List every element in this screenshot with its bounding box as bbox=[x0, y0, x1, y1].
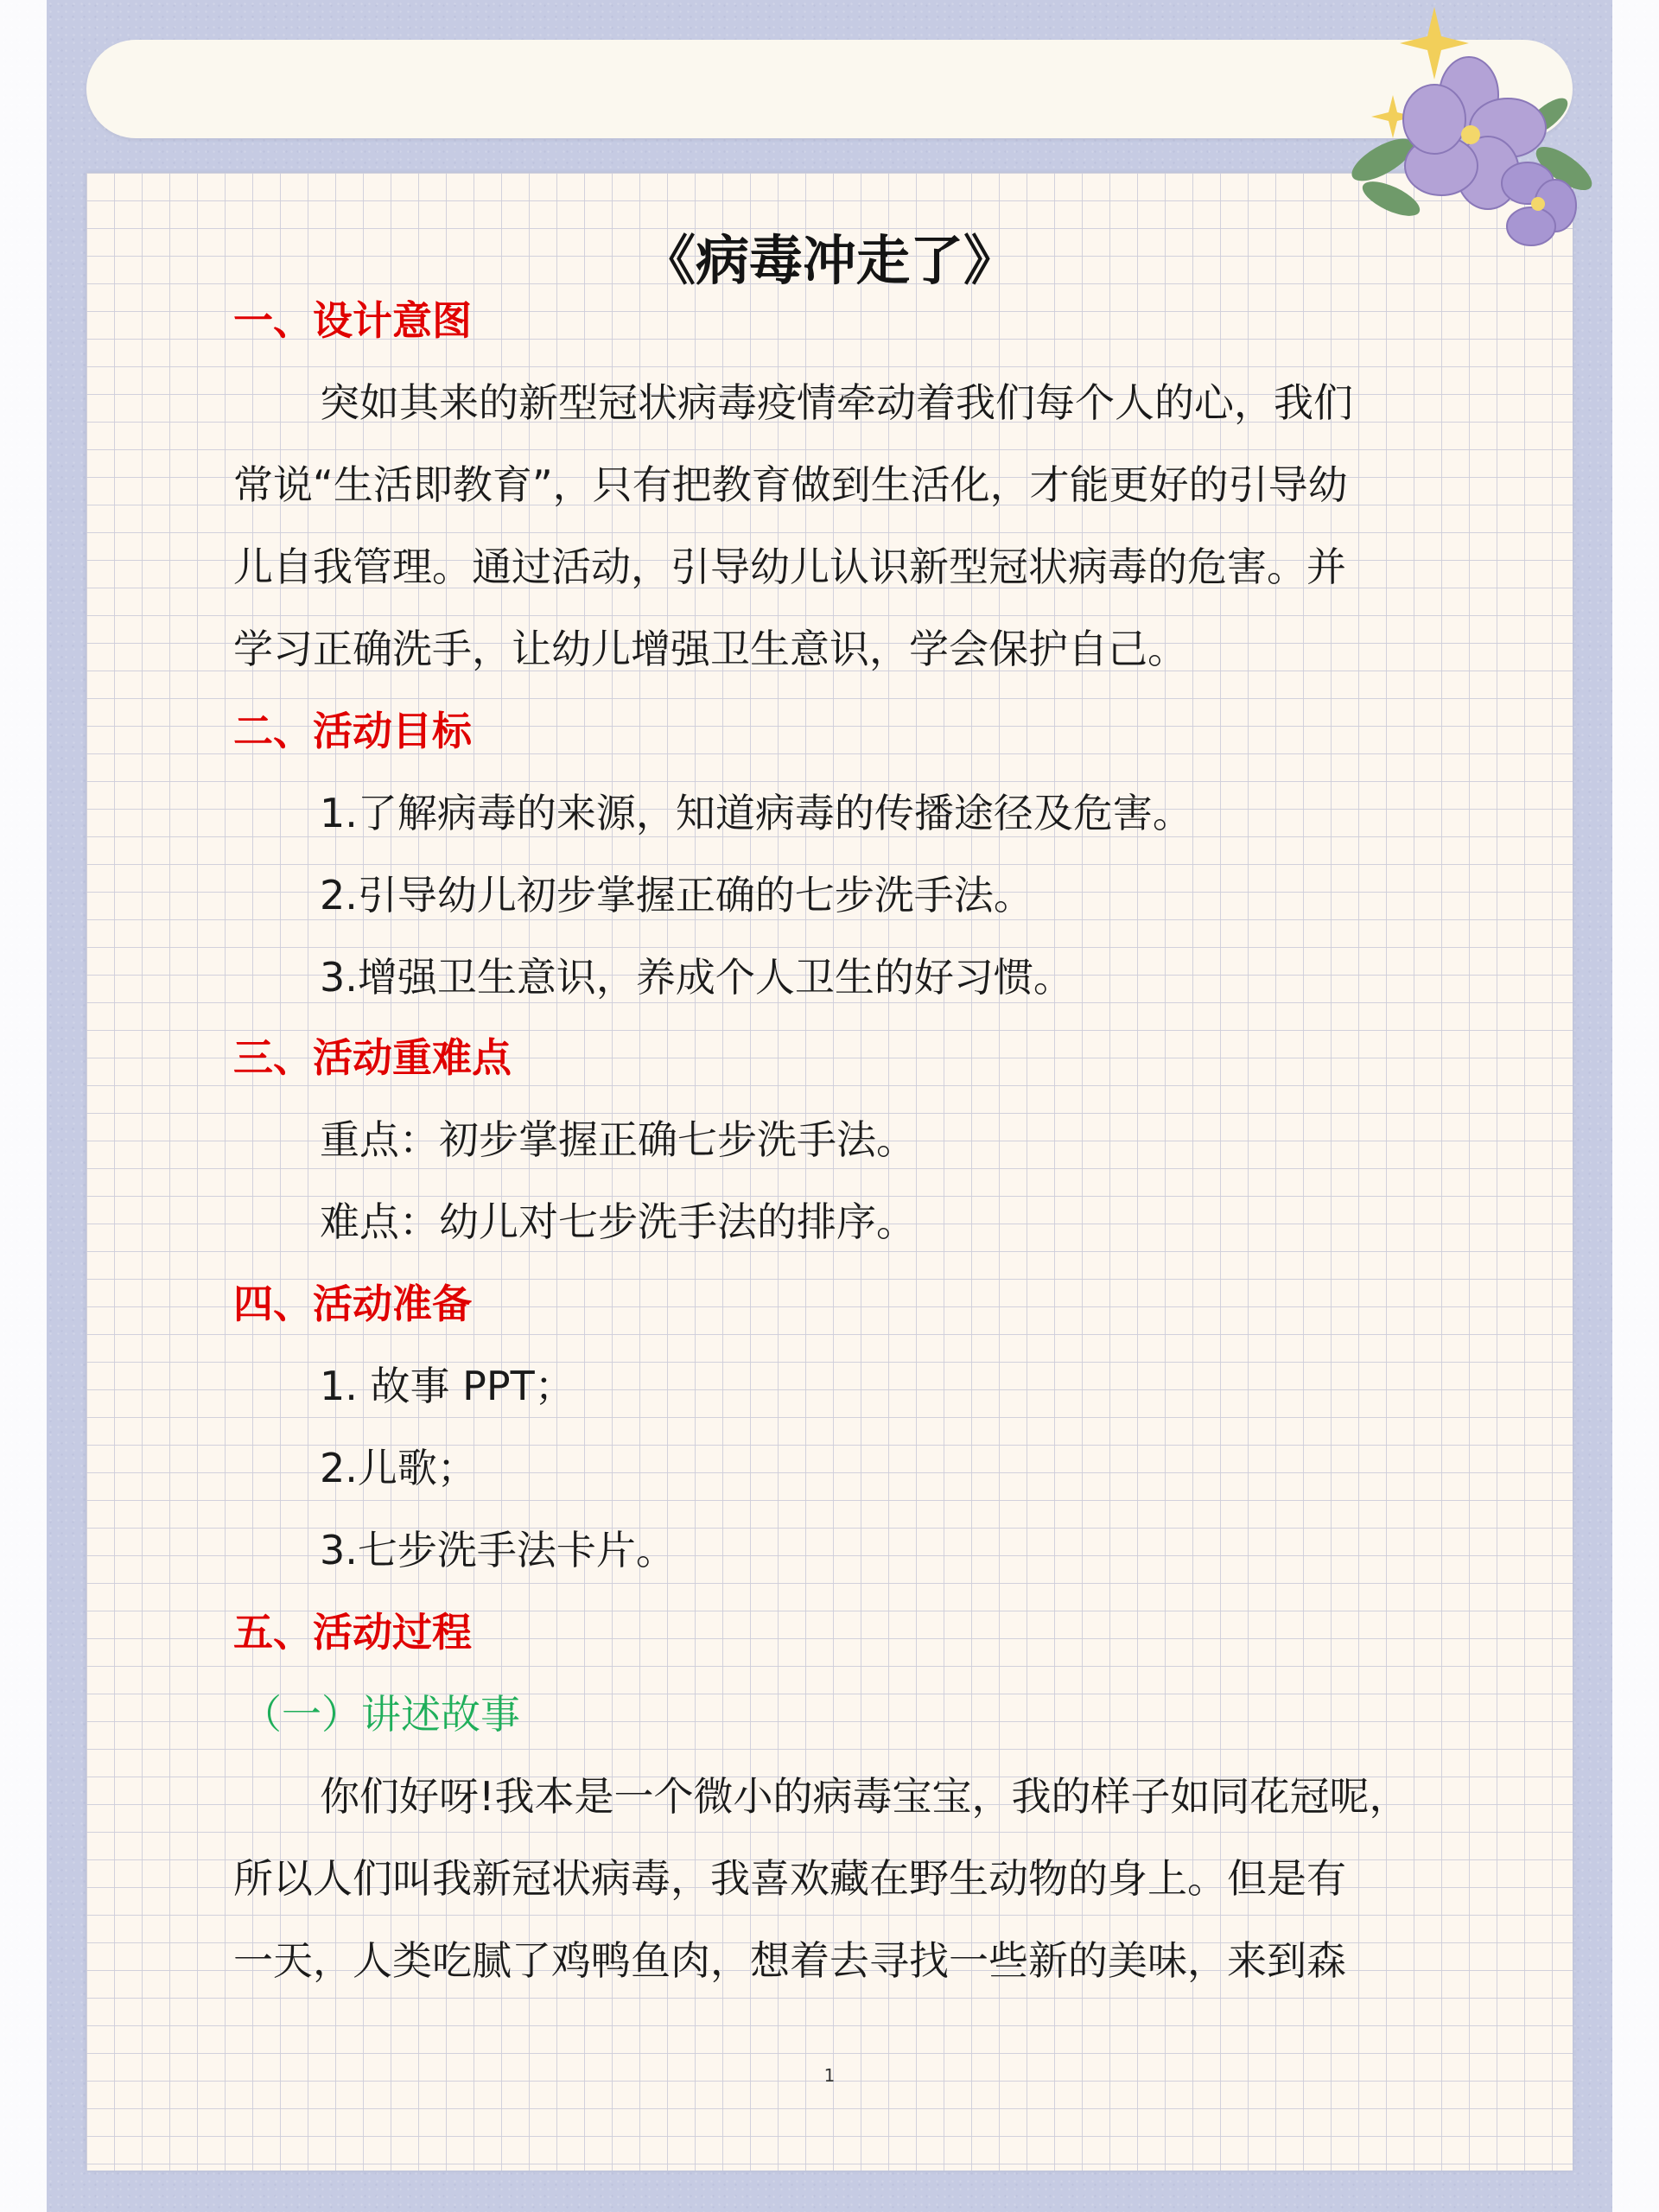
list-item: 1. 故事 PPT； bbox=[320, 1363, 575, 1409]
paragraph-line: 学习正确洗手，让幼儿增强卫生意识，学会保护自己。 bbox=[233, 626, 1187, 672]
list-item: 难点：幼儿对七步洗手法的排序。 bbox=[320, 1198, 916, 1245]
paragraph-line: 常说“生活即教育”，只有把教育做到生活化，才能更好的引导幼 bbox=[233, 461, 1348, 508]
section-heading-process: 五、活动过程 bbox=[233, 1609, 472, 1656]
right-edge-strip bbox=[1612, 0, 1659, 2212]
list-item: 重点：初步掌握正确七步洗手法。 bbox=[320, 1116, 916, 1163]
list-item: 2.儿歌； bbox=[320, 1445, 477, 1491]
section-heading-design-intent: 一、设计意图 bbox=[233, 297, 472, 344]
subsection-heading-story: （一）讲述故事 bbox=[242, 1691, 520, 1738]
flower-decoration bbox=[1296, 0, 1607, 259]
paragraph-line: 突如其来的新型冠状病毒疫情牵动着我们每个人的心，我们 bbox=[320, 379, 1353, 426]
left-edge-strip bbox=[0, 0, 47, 2212]
document-title: 《病毒冲走了》 bbox=[641, 229, 1017, 292]
paragraph-line: 儿自我管理。通过活动，引导幼儿认识新型冠状病毒的危害。并 bbox=[233, 543, 1346, 590]
section-heading-key-points: 三、活动重难点 bbox=[233, 1034, 512, 1081]
document-page bbox=[86, 173, 1573, 2171]
page-number: 1 bbox=[823, 2065, 836, 2086]
list-item: 3.增强卫生意识，养成个人卫生的好习惯。 bbox=[320, 954, 1073, 1001]
section-heading-preparation: 四、活动准备 bbox=[233, 1281, 472, 1327]
paragraph-line: 一天，人类吃腻了鸡鸭鱼肉，想着去寻找一些新的美味，来到森 bbox=[233, 1937, 1346, 1984]
paragraph-line: 你们好呀!我本是一个微小的病毒宝宝，我的样子如同花冠呢， bbox=[320, 1773, 1409, 1820]
list-item: 3.七步洗手法卡片。 bbox=[320, 1527, 676, 1573]
list-item: 1.了解病毒的来源，知道病毒的传播途径及危害。 bbox=[320, 790, 1192, 836]
section-heading-goals: 二、活动目标 bbox=[233, 708, 472, 754]
paragraph-line: 所以人们叫我新冠状病毒，我喜欢藏在野生动物的身上。但是有 bbox=[233, 1855, 1346, 1902]
list-item: 2.引导幼儿初步掌握正确的七步洗手法。 bbox=[320, 872, 1033, 918]
